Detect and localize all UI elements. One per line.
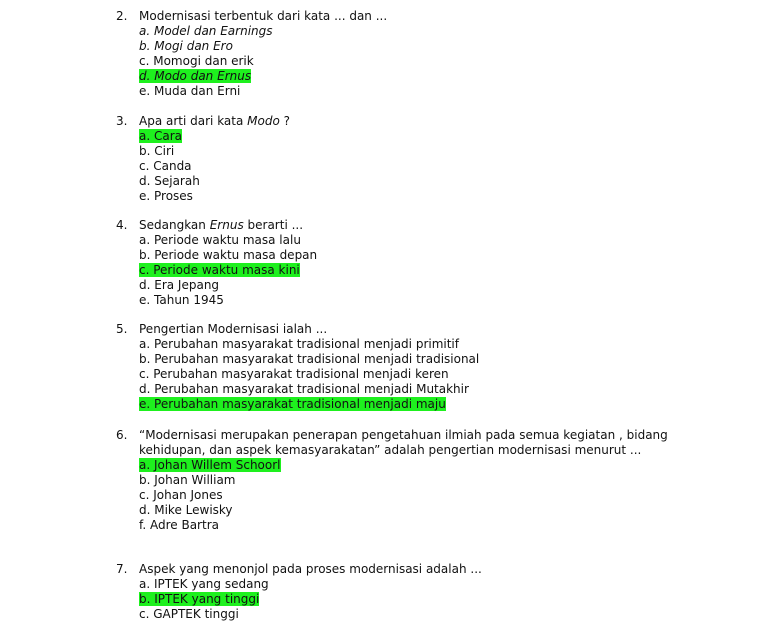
option-text: c. Perubahan masyarakat tradisional menjadi keren [139, 367, 449, 381]
option-text: e. Perubahan masyarakat tradisional menjadi maju [139, 397, 446, 411]
option-text: b. Johan William [139, 473, 236, 487]
question-text: Aspek yang menonjol pada proses modernisasi adalah ... [139, 562, 482, 576]
option-text: c. GAPTEK tinggi [139, 607, 239, 621]
option-text: a. Johan Willem Schoorl [139, 458, 281, 472]
option-text: d. Perubahan masyarakat tradisional menjadi Mutakhir [139, 382, 469, 396]
question-3 [116, 114, 290, 204]
option-text: e. Muda dan Erni [139, 84, 241, 98]
question-number: 2. [116, 9, 128, 23]
option-text: c. Periode waktu masa kini [139, 263, 300, 277]
question-text-emphasis: Ernus [209, 218, 244, 232]
question-stem [116, 322, 479, 337]
question-text-end: ? [279, 114, 290, 128]
option-text: d. Mike Lewisky [139, 503, 233, 517]
answer-option [139, 54, 387, 69]
question-text: Pengertian Modernisasi ialah ... [139, 322, 328, 336]
answer-option [139, 367, 479, 382]
answer-option [139, 159, 290, 174]
option-text: a. Perubahan masyarakat tradisional menjadi primitif [139, 337, 459, 351]
option-text: f. Adre Bartra [139, 518, 219, 532]
question-4 [116, 218, 317, 308]
option-text: d. Modo dan Ernus [139, 69, 252, 83]
answer-option [139, 382, 479, 397]
answer-option [139, 39, 387, 54]
question-stem [116, 428, 669, 458]
question-stem [116, 9, 387, 24]
answer-option [139, 577, 482, 592]
option-text: b. Perubahan masyarakat tradisional menjadi tradisional [139, 352, 480, 366]
option-text: e. Tahun 1945 [139, 293, 224, 307]
option-text: b. Ciri [139, 144, 175, 158]
question-2 [116, 9, 387, 99]
option-text: e. Proses [139, 189, 193, 203]
answer-option [139, 189, 290, 204]
option-text: d. Sejarah [139, 174, 200, 188]
question-stem [116, 562, 482, 577]
option-text: a. Periode waktu masa lalu [139, 233, 301, 247]
question-text: Modernisasi terbentuk dari kata ... dan ... [139, 9, 388, 23]
answer-option [139, 293, 317, 308]
question-number: 4. [116, 218, 128, 232]
answer-option [139, 352, 479, 367]
question-7 [116, 562, 482, 622]
question-5 [116, 322, 479, 412]
answer-option [139, 24, 387, 39]
question-text-emphasis: Modo [247, 114, 280, 128]
answer-option-correct [139, 129, 290, 144]
answer-option [139, 488, 669, 503]
answer-option-correct [139, 263, 317, 278]
option-text: a. Cara [139, 129, 183, 143]
option-text: a. Model dan Earnings [139, 24, 273, 38]
option-text: d. Era Jepang [139, 278, 220, 292]
answer-option [139, 337, 479, 352]
option-text: b. IPTEK yang tinggi [139, 592, 260, 606]
option-text: b. Periode waktu masa depan [139, 248, 318, 262]
answer-option-correct [139, 592, 482, 607]
answer-option-correct [139, 397, 479, 412]
answer-option [139, 144, 290, 159]
answer-option [139, 607, 482, 622]
answer-option [139, 233, 317, 248]
answer-option [139, 473, 669, 488]
option-text: b. Mogi dan Ero [139, 39, 233, 53]
question-stem [116, 114, 290, 129]
question-text-start: Apa arti dari kata [139, 114, 248, 128]
option-text: a. IPTEK yang sedang [139, 577, 269, 591]
answer-option [139, 518, 669, 533]
question-text: “Modernisasi merupakan penerapan pengetahuan ilmiah pada semua kegiatan , bidang kehidupan, dan aspek kemasyarakatan” adalah pengertian modernisasi menurut ... [139, 428, 668, 457]
answer-option [139, 503, 669, 518]
answer-option [139, 278, 317, 293]
answer-option [139, 248, 317, 263]
question-number: 5. [116, 322, 128, 336]
question-text-end: berarti ... [243, 218, 304, 232]
question-number: 7. [116, 562, 128, 576]
question-text [139, 218, 303, 233]
option-text: c. Canda [139, 159, 192, 173]
question-6 [116, 428, 669, 533]
answer-option [139, 84, 387, 99]
option-text: c. Johan Jones [139, 488, 223, 502]
answer-option [139, 174, 290, 189]
question-stem [116, 218, 317, 233]
option-text: c. Momogi dan erik [139, 54, 254, 68]
question-number: 6. [116, 428, 128, 442]
answer-option-correct [139, 69, 387, 84]
question-text-start: Sedangkan [139, 218, 210, 232]
question-number: 3. [116, 114, 128, 128]
answer-option-correct [139, 458, 669, 473]
question-text [139, 114, 290, 129]
